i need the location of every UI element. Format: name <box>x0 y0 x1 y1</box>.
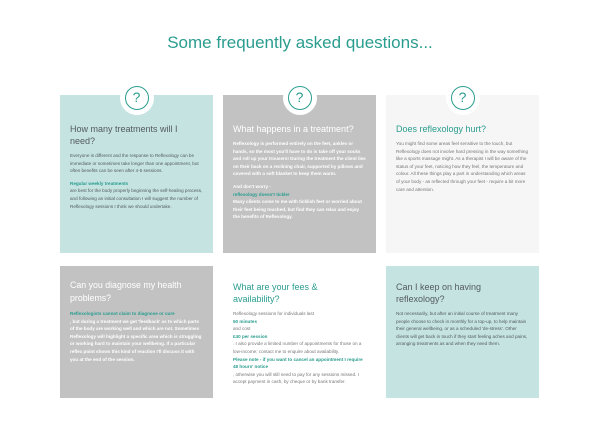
faq-card-title: How many treatments will I need? <box>70 124 178 146</box>
faq-card-highlight: Please note - if you want to cancel an appointment I require 48 hours' notice <box>233 356 363 370</box>
faq-card-title: Does reflexology hurt? <box>396 124 487 134</box>
faq-card-treatments <box>60 89 213 253</box>
faq-card-text: , otherwise you will still need to pay for any sessions missed. I accept payment in cash, by cheque or by bank transfer. <box>233 371 359 385</box>
question-icon: ? <box>446 81 480 115</box>
faq-card-text: and cost <box>233 326 251 332</box>
faq-card-highlight: reflexology doesn't tickle! <box>233 191 290 197</box>
faq-card-text: , but during a treatment we get 'feedback' as to which parts of the body are working well and which are not. Sometimes Reflexology will highlight a specific area which is struggling or working hard to maintain your wellbeing. If a particular reflex point shows this kind of reaction I'll discuss it with you at the end of the session. <box>70 318 202 362</box>
faq-card-text: . I also provide a limited number of appointments for those on a low-income; contact me to enquire about availability. <box>233 341 362 354</box>
faq-card-title: What are your fees & availability? <box>233 282 318 304</box>
faq-card-keep-having <box>386 266 539 398</box>
faq-card-text: Everyone is different and the response to Reflexology can be immediate or sometimes take longer than one appointment, but often benefits can be seen after 4-5 sessions. <box>70 153 199 174</box>
faq-card-highlight: Regular weekly treatments <box>70 180 129 186</box>
faq-card-title: Can you diagnose my health problems? <box>70 280 182 303</box>
faq-card-fees <box>223 266 376 398</box>
faq-card-diagnose <box>60 266 213 398</box>
faq-card-text: You might find some areas feel sensitive to the touch, but Reflexology does not involve hard pressing in the way something like a sports massage might. As a therapist I will be aware of the status of your feet, noticing how they feel, the temperature and colour. All these things play a part in understanding which areas of your body - as reflected through your feet - require a bit more care and attention. <box>396 141 529 192</box>
faq-card-text: Reflexology sessions for individuals last <box>233 311 314 316</box>
page-title: Some frequently asked questions... <box>167 33 433 52</box>
faq-card-text: Many clients come to me with ticklish feet or worried about their feet being touched, but find they can relax and enjoy the benefits of Reflexology. <box>233 199 362 220</box>
faq-card-text: Not necessarily, but after an initial course of treatment many people choose to check in monthly for a top-up, to help maintain their general wellbeing, or as a scheduled 'de-stress'. Other clients will get back in touch if they start feeling aches and pains, arranging treatments as and when they need them. <box>396 311 528 347</box>
faq-card-title: Can I keep on having reflexology? <box>396 282 482 304</box>
faq-card-highlight: Reflexologists cannot claim to diagnose or cure <box>70 311 175 316</box>
question-icon: ? <box>283 81 317 115</box>
faq-card-highlight: 50 minutes <box>233 318 257 324</box>
faq-card-text: And don't worry - <box>233 183 271 189</box>
question-icon: ? <box>120 81 154 115</box>
faq-card-what-happens <box>223 89 376 253</box>
faq-card-title: What happens in a treatment? <box>233 124 354 134</box>
faq-card-text: Reflexology is performed entirely on the feet, ankles or hands, so the most you'll have to do is take off your socks and roll up your trousers! During the treatment the client lies on their back on a reclining chair, supported by pillows and covered with a soft blanket to keep them warm. <box>233 141 366 177</box>
faq-card-hurt <box>386 89 539 253</box>
faq-card-highlight: £40 per session <box>233 333 268 339</box>
faq-card-text: are best for the body properly beginning the self-healing process, and following an initial consultation I will suggest the number of Reflexology sessions I think we should undertake. <box>70 188 203 209</box>
